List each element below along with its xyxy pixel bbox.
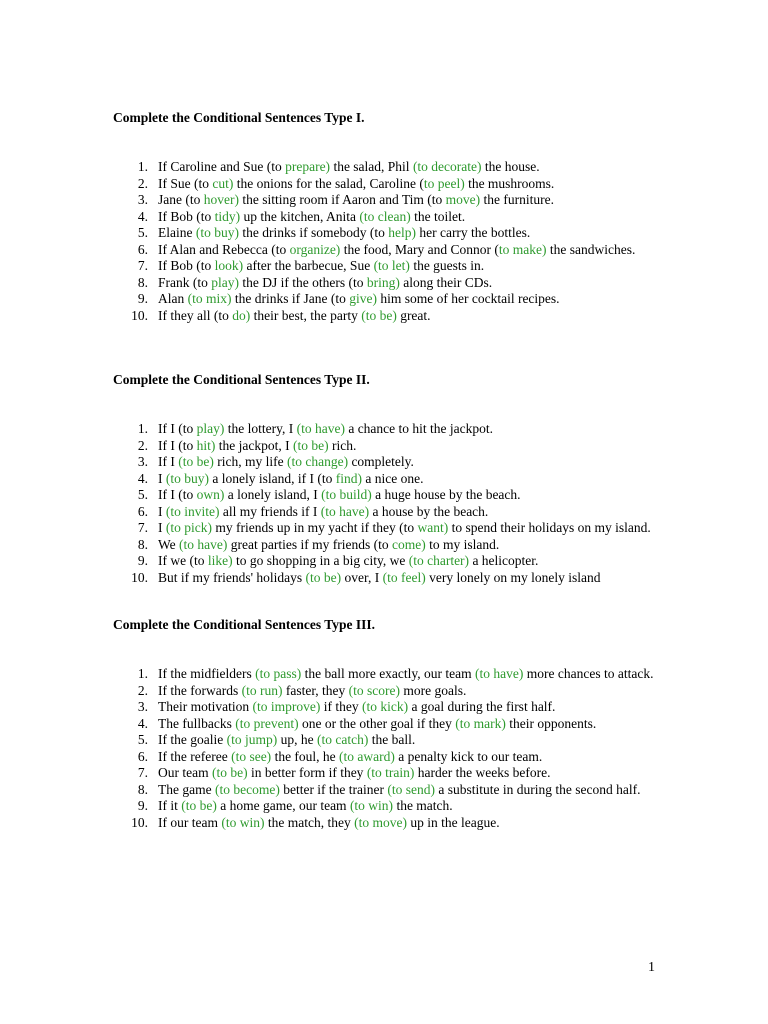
verb-prompt: (to improve) (252, 699, 321, 714)
list-item (113, 454, 655, 471)
sentence-text: a house by the beach. (369, 503, 489, 519)
sentence-text: better if the trainer (279, 781, 388, 797)
list-item (113, 570, 655, 587)
sentence-text: the jackpot, I (215, 437, 293, 453)
sentence-text: the match, they (264, 814, 355, 830)
sentence-text: him some of her cocktail recipes. (376, 291, 560, 306)
verb-prompt: (to be) (361, 307, 397, 323)
list-item (113, 471, 655, 488)
item-number: 10. (131, 814, 148, 830)
sentence-text: a substitute in during the second half. (435, 781, 641, 797)
sentence-text: after the barbecue, Sue (243, 258, 374, 273)
item-number: 10. (131, 307, 148, 323)
verb-prompt: find) (335, 470, 362, 486)
verb-prompt: (to build) (321, 487, 372, 502)
item-number: 1. (137, 159, 148, 174)
item-number: 5. (137, 732, 148, 747)
verb-prompt: (to catch) (316, 732, 369, 747)
sentence-text: harder the weeks before. (414, 765, 551, 780)
list-item (113, 438, 655, 455)
list-item (113, 258, 655, 275)
list-item (113, 520, 655, 537)
verb-prompt: want) (417, 520, 449, 535)
sentence-text: to go shopping in a big city, we (232, 553, 409, 568)
item-number: 9. (137, 798, 148, 813)
sentence-text: more goals. (400, 682, 467, 698)
verb-prompt: (to be) (305, 569, 342, 585)
item-number: 9. (137, 291, 148, 306)
verb-prompt: (to be) (181, 798, 217, 813)
sentence-text: If Caroline and Sue (to (158, 159, 286, 174)
verb-prompt: give) (349, 291, 377, 306)
verb-prompt: (to be) (292, 437, 329, 453)
verb-prompt: (to train) (366, 765, 415, 780)
verb-prompt: (to feel) (382, 569, 426, 585)
sentence-text: the food, Mary and Connor ( (340, 241, 499, 257)
sentence-text: I (158, 470, 166, 486)
item-number: 4. (137, 470, 148, 486)
page-number: 1 (648, 960, 655, 975)
item-number: 7. (137, 258, 148, 273)
verb-prompt: (to award) (339, 748, 395, 764)
list-item (113, 225, 655, 242)
verb-prompt: own) (196, 487, 225, 502)
sentence-text: a nice one. (361, 470, 424, 486)
item-number: 4. (137, 715, 148, 731)
verb-prompt: (to win) (349, 798, 394, 813)
item-number: 10. (131, 569, 148, 585)
sentence-text: the ball more exactly, our team (301, 666, 476, 681)
verb-prompt: (to have) (475, 666, 524, 681)
verb-prompt: help) (388, 225, 416, 240)
sentence-text: the sandwiches. (546, 241, 636, 257)
sentence-text: the ball. (368, 732, 416, 747)
sentence-text: a helicopter. (469, 553, 539, 568)
sentence-text: We (158, 536, 180, 552)
verb-prompt: to make) (498, 241, 547, 257)
item-number: 2. (137, 437, 148, 453)
sentence-text: a goal during the first half. (408, 699, 556, 714)
sentence-text: The fullbacks (158, 715, 236, 731)
item-number: 5. (137, 225, 148, 240)
sentence-text: the DJ if the others (to (239, 274, 367, 290)
verb-prompt: (to move) (354, 814, 407, 830)
verb-prompt: (to score) (348, 682, 401, 698)
verb-prompt: (to be) (178, 454, 214, 469)
verb-prompt: (to pick) (165, 520, 212, 535)
verb-prompt: hit) (196, 437, 216, 453)
verb-prompt: (to buy) (165, 470, 209, 486)
sentence-text: If Alan and Rebecca (to (158, 241, 290, 257)
verb-prompt: play) (196, 421, 225, 436)
sentence-text: The game (158, 781, 215, 797)
sentence-text: up in the league. (406, 814, 500, 830)
verb-prompt: (to have) (179, 536, 228, 552)
sentence-text: Alan (158, 291, 188, 306)
sentence-text: very lonely on my lonely island (425, 569, 601, 585)
list-item (113, 782, 655, 799)
sentence-text: their best, the party (250, 307, 362, 323)
sentence-text: a lonely island, if I (to (209, 470, 336, 486)
verb-prompt: (to decorate) (412, 159, 482, 174)
list-item (113, 553, 655, 570)
sentence-text: Jane (to (158, 192, 204, 207)
sentence-text: If the midfielders (158, 666, 256, 681)
sentence-text: If the referee (158, 748, 232, 764)
sentence-text: rich, my life (213, 454, 287, 469)
item-number: 1. (137, 666, 148, 681)
list-item (113, 159, 655, 176)
sentence-text: If they all (to (158, 307, 233, 323)
sentence-text: the drinks if Jane (to (231, 291, 350, 306)
sentence-text: But if my friends' holidays (158, 569, 306, 585)
verb-prompt: hover) (203, 192, 239, 207)
sentence-text: a chance to hit the jackpot. (344, 421, 494, 436)
verb-prompt: play) (211, 274, 239, 290)
item-number: 6. (137, 748, 148, 764)
list-item (113, 176, 655, 193)
list-item (113, 815, 655, 832)
sentence-text: all my friends if I (219, 503, 321, 519)
list-item (113, 765, 655, 782)
sentence-text: to spend their holidays on my island. (448, 520, 651, 535)
sentence-text: I (158, 520, 166, 535)
verb-prompt: (to invite) (165, 503, 220, 519)
list-item (113, 242, 655, 259)
verb-prompt: (to mark) (455, 715, 506, 731)
sentence-text: the match. (393, 798, 453, 813)
sentence-text: her carry the bottles. (415, 225, 531, 240)
item-number: 8. (137, 781, 148, 797)
verb-prompt: look) (214, 258, 244, 273)
verb-prompt: (to send) (387, 781, 436, 797)
sentence-text: rich. (328, 437, 357, 453)
sentence-text: If Bob (to (158, 208, 215, 224)
verb-prompt: to peel) (423, 175, 465, 191)
sentence-text: up the kitchen, Anita (240, 208, 360, 224)
sentence-text: the onions for the salad, Caroline ( (233, 175, 424, 191)
sentence-text: over, I (341, 569, 383, 585)
sentence-text: in better form if they (247, 765, 367, 780)
verb-prompt: (to jump) (226, 732, 278, 747)
list-item (113, 683, 655, 700)
list-item (113, 732, 655, 749)
verb-prompt: come) (391, 536, 426, 552)
item-number: 2. (137, 682, 148, 698)
item-number: 1. (137, 421, 148, 436)
list-item (113, 666, 655, 683)
item-number: 7. (137, 765, 148, 780)
sentence-text: up, he (277, 732, 317, 747)
sentence-text: a huge house by the beach. (371, 487, 521, 502)
list-item (113, 487, 655, 504)
sentence-text: along their CDs. (399, 274, 493, 290)
sentence-text: great. (396, 307, 431, 323)
item-number: 2. (137, 175, 148, 191)
sentence-text: If the forwards (158, 682, 242, 698)
verb-prompt: (to kick) (361, 699, 409, 714)
verb-prompt: bring) (366, 274, 400, 290)
sentence-text: faster, they (282, 682, 349, 698)
sentence-text: the mushrooms. (464, 175, 555, 191)
sentence-text: Their motivation (158, 699, 253, 714)
sentence-text: the lottery, I (224, 421, 297, 436)
sentence-text: the sitting room if Aaron and Tim (to (238, 192, 446, 207)
verb-prompt: (to become) (214, 781, 280, 797)
sentence-text: completely. (348, 454, 414, 469)
sentence-text: the drinks if somebody (to (238, 225, 389, 240)
sentence-text: a lonely island, I (224, 487, 322, 502)
sentence-text: If I (to (158, 487, 197, 502)
item-number: 3. (137, 454, 148, 469)
sentence-text: If Bob (to (158, 258, 215, 273)
verb-prompt: cut) (212, 175, 234, 191)
sentence-text: a home game, our team (216, 798, 350, 813)
verb-prompt: (to change) (286, 454, 349, 469)
sentence-text: my friends up in my yacht if they (to (212, 520, 418, 535)
sentence-text: Frank (to (158, 274, 212, 290)
item-number: 3. (137, 699, 148, 714)
verb-prompt: (to run) (241, 682, 283, 698)
sentence-text: to my island. (425, 536, 500, 552)
verb-prompt: (to be) (211, 765, 248, 780)
sentence-text: If the goalie (158, 732, 227, 747)
item-number: 5. (137, 487, 148, 502)
verb-prompt: (to have) (320, 503, 370, 519)
list-item (113, 291, 655, 308)
verb-prompt: (to charter) (408, 553, 470, 568)
sentence-text: great parties if my friends (to (227, 536, 392, 552)
verb-prompt: (to buy) (195, 225, 239, 240)
item-number: 7. (137, 520, 148, 535)
sentence-text: the furniture. (480, 192, 554, 207)
verb-prompt: do) (232, 307, 251, 323)
verb-prompt: prepare) (285, 159, 331, 174)
sentence-text: If I (to (158, 421, 197, 436)
sentence-text: the guests in. (409, 258, 485, 273)
sentence-text: the toilet. (410, 208, 466, 224)
sentence-text: If I (to (158, 437, 197, 453)
verb-prompt: (to prevent) (235, 715, 299, 731)
verb-prompt: like) (207, 553, 233, 568)
verb-prompt: tidy) (214, 208, 241, 224)
verb-prompt: (to win) (221, 814, 265, 830)
list-item (113, 798, 655, 815)
sentence-text: Elaine (158, 225, 196, 240)
verb-prompt: (to mix) (187, 291, 232, 306)
list-item (113, 209, 655, 226)
sentence-text: If Sue (to (158, 175, 213, 191)
sentence-text: the house. (481, 159, 540, 174)
sentence-text: If I (158, 454, 179, 469)
verb-prompt: (to clean) (359, 208, 411, 224)
list-item (113, 749, 655, 766)
list-item (113, 421, 655, 438)
item-number: 8. (137, 536, 148, 552)
sentence-text: Our team (158, 765, 212, 780)
item-number: 6. (137, 503, 148, 519)
item-number: 3. (137, 192, 148, 207)
item-number: 9. (137, 553, 148, 568)
list-item (113, 537, 655, 554)
sentence-text: a penalty kick to our team. (394, 748, 543, 764)
exercise-list-type-3 (113, 666, 655, 831)
list-item (113, 308, 655, 325)
sentence-text: the foul, he (271, 748, 340, 764)
list-item (113, 699, 655, 716)
item-number: 8. (137, 274, 148, 290)
list-item (113, 275, 655, 292)
section-title-type-2: Complete the Conditional Sentences Type II. (113, 372, 370, 387)
verb-prompt: move) (445, 192, 481, 207)
verb-prompt: (to see) (231, 748, 272, 764)
sentence-text: If we (to (158, 553, 208, 568)
sentence-text: If it (158, 798, 182, 813)
verb-prompt: organize) (289, 241, 341, 257)
sentence-text: If our team (158, 814, 222, 830)
item-number: 6. (137, 241, 148, 257)
exercise-list-type-1 (113, 159, 655, 324)
sentence-text: their opponents. (505, 715, 597, 731)
section-title-type-1: Complete the Conditional Sentences Type I. (113, 110, 365, 125)
verb-prompt: (to let) (373, 258, 410, 273)
list-item (113, 504, 655, 521)
sentence-text: if they (320, 699, 362, 714)
sentence-text: one or the other goal if they (298, 715, 456, 731)
sentence-text: more chances to attack. (523, 666, 654, 681)
section-title-type-3: Complete the Conditional Sentences Type III. (113, 617, 376, 632)
sentence-text: I (158, 503, 166, 519)
list-item (113, 716, 655, 733)
exercise-list-type-2 (113, 421, 655, 586)
item-number: 4. (137, 208, 148, 224)
verb-prompt: (to have) (296, 421, 345, 436)
verb-prompt: (to pass) (255, 666, 302, 681)
list-item (113, 192, 655, 209)
sentence-text: the salad, Phil (330, 159, 413, 174)
